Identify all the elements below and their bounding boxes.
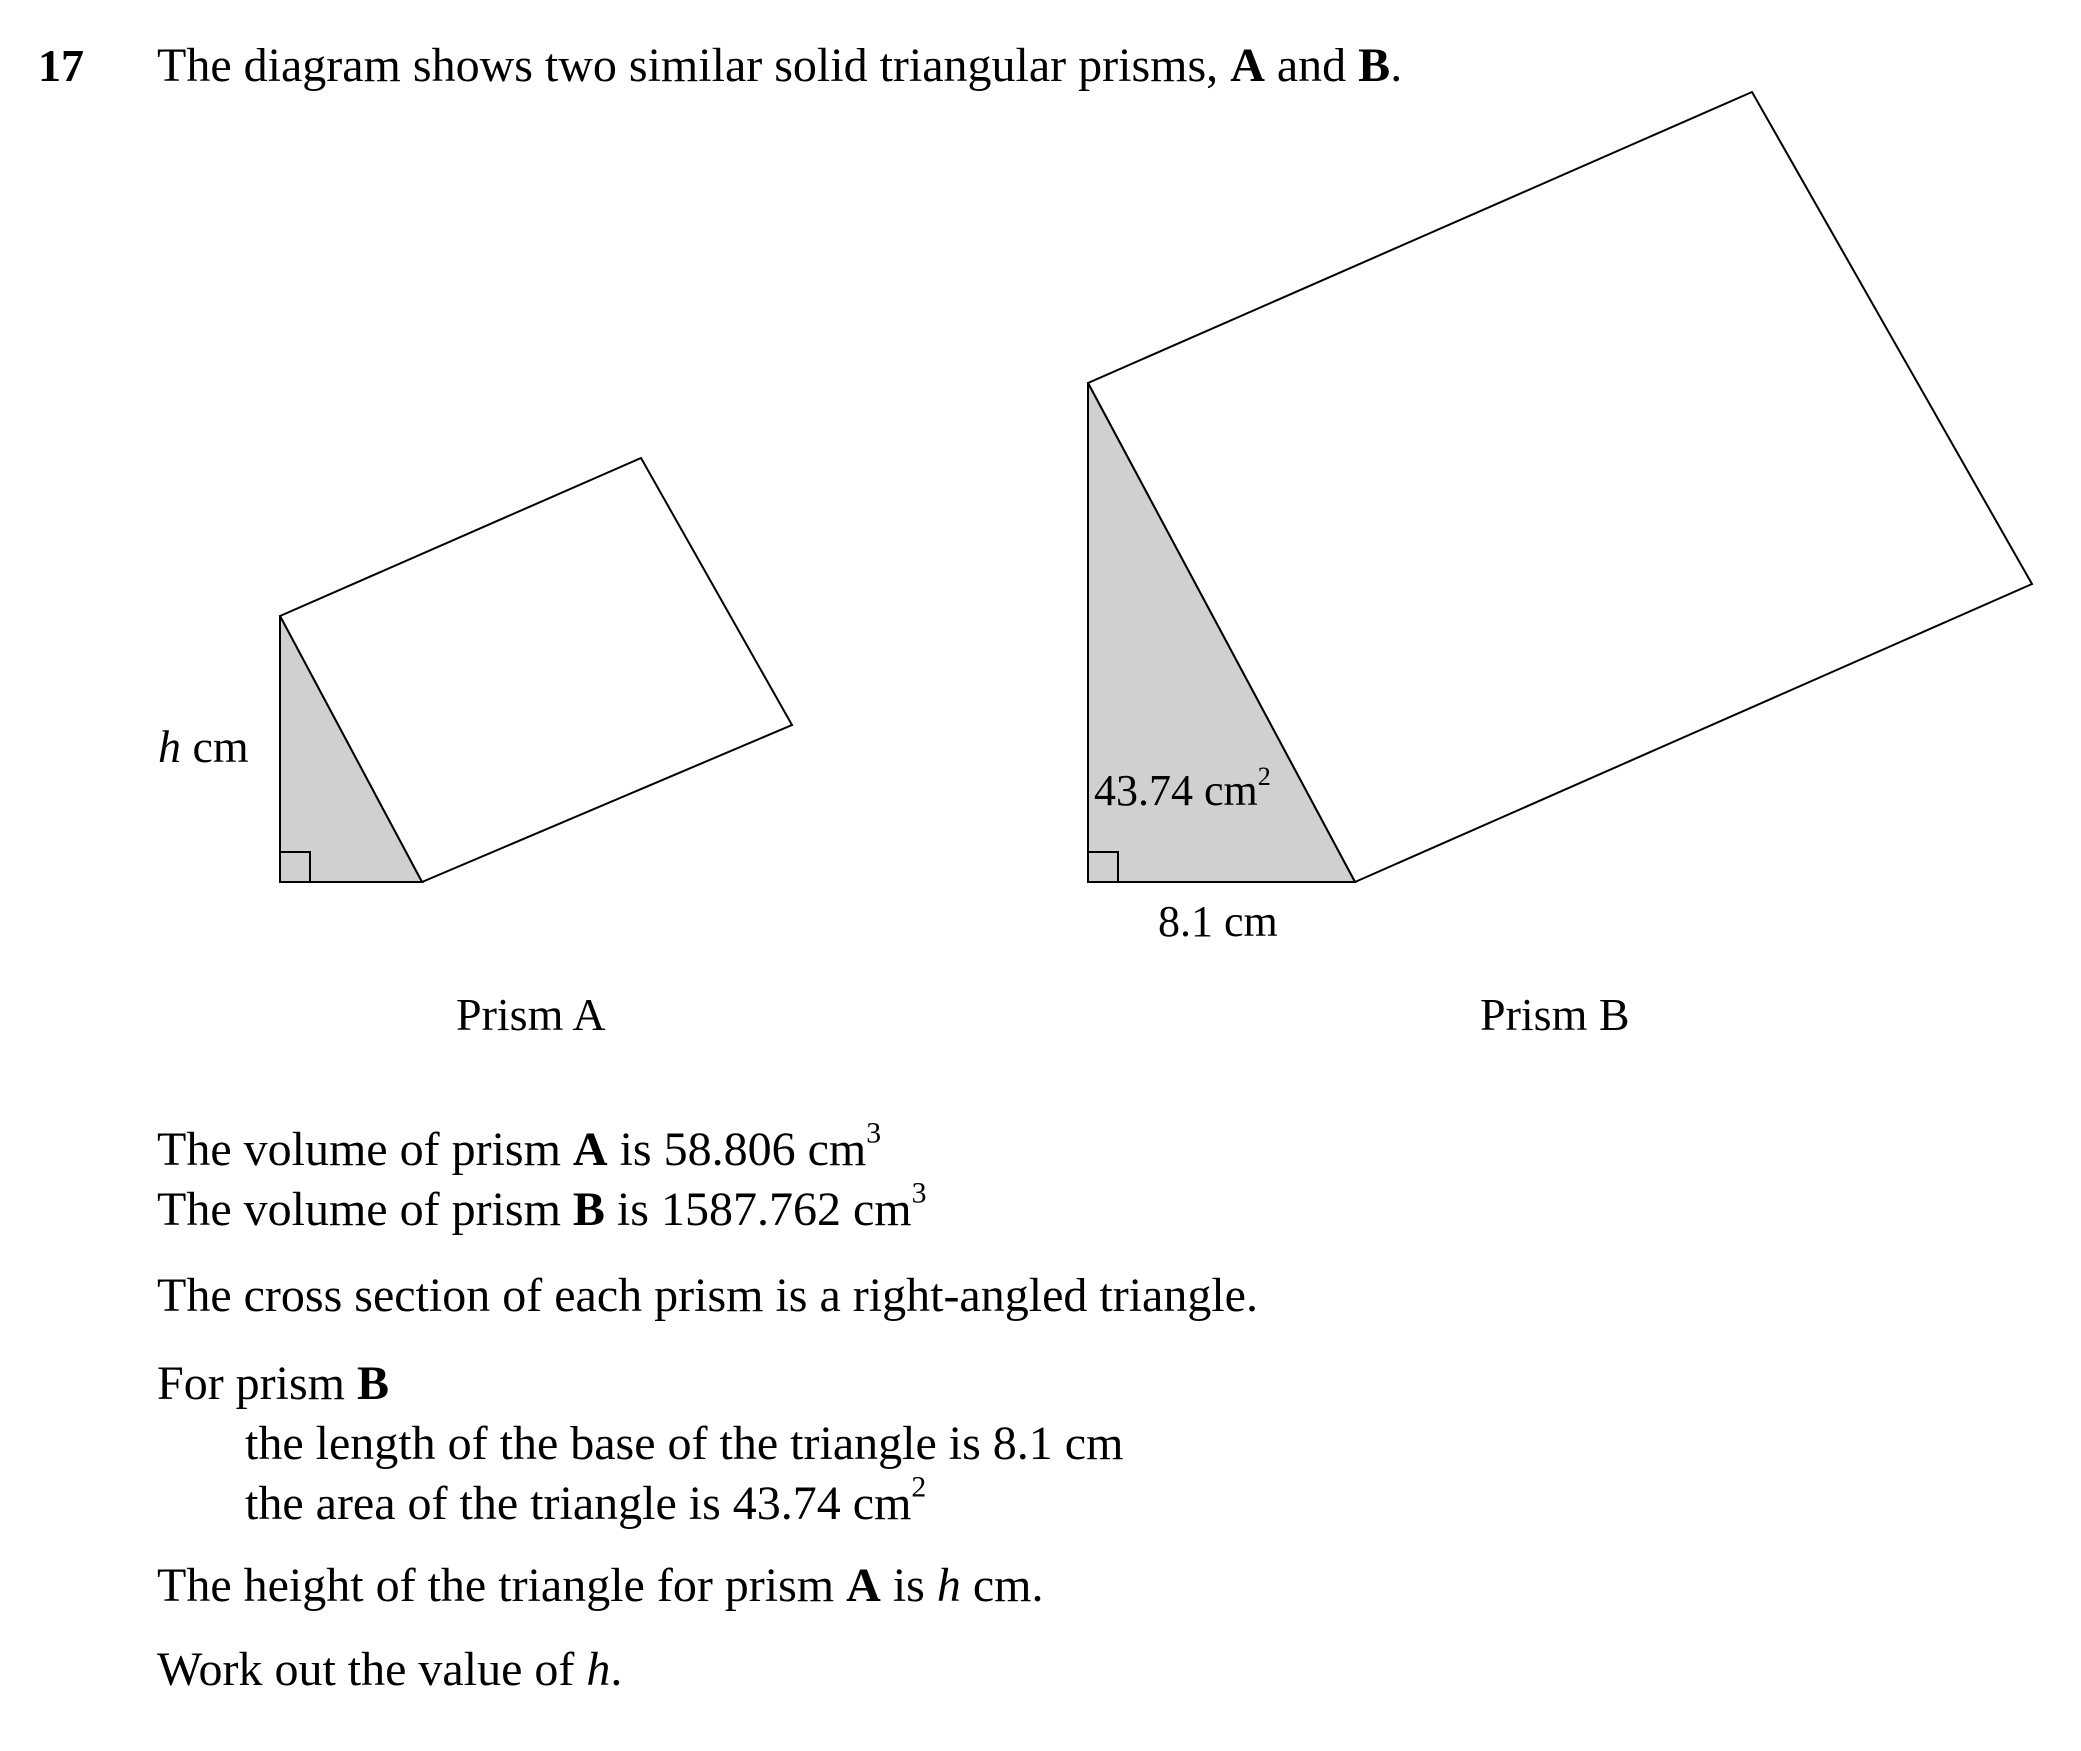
prism-b-area-line: [157, 1470, 1123, 1534]
prism-b-area-label: [1094, 762, 1271, 815]
prism-b-info: [157, 1354, 1123, 1534]
volume-a-value: is 58.806 cm: [607, 1123, 867, 1176]
height-statement: [157, 1556, 1043, 1616]
volume-a-power: 3: [866, 1116, 882, 1150]
stem-prism-b: B: [1358, 39, 1391, 92]
prism-b-base-line: the length of the base of the triangle is 8.1 cm: [245, 1417, 1124, 1470]
info-heading-prism: B: [357, 1357, 390, 1410]
height-mid: is: [880, 1559, 937, 1612]
instruction-var: h: [586, 1643, 611, 1696]
volume-a-prefix: The volume of prism: [157, 1123, 573, 1176]
volume-b-power: 3: [911, 1176, 927, 1210]
height-var: h: [158, 721, 181, 772]
height-prefix: The height of the triangle for prism: [157, 1559, 847, 1612]
volume-b-value: is 1587.762 cm: [604, 1183, 912, 1236]
prism-b-base-label: 8.1 cm: [1158, 897, 1278, 946]
prism-b-caption: Prism B: [1480, 989, 1630, 1040]
volume-b-line: [157, 1176, 927, 1240]
cross-section-statement: The cross section of each prism is a right-angled triangle.: [157, 1269, 1258, 1322]
instruction: [157, 1640, 622, 1700]
height-var-text: h: [936, 1559, 961, 1612]
volume-b-prism: B: [572, 1183, 605, 1236]
stem-text: The diagram shows two similar solid triangular prisms,: [157, 39, 1231, 92]
area-power: 2: [1257, 762, 1271, 791]
prism-a-height-label: [158, 721, 249, 772]
height-suffix: cm.: [960, 1559, 1044, 1612]
stem-end: .: [1390, 39, 1403, 92]
area-line-power: 2: [911, 1470, 927, 1504]
stem-prism-a: A: [1230, 39, 1265, 92]
height-prism: A: [846, 1559, 881, 1612]
volume-b-prefix: The volume of prism: [157, 1183, 573, 1236]
prism-b-info-heading: [157, 1354, 1123, 1414]
volumes: [157, 1116, 927, 1240]
prism-a-caption: Prism A: [456, 989, 606, 1040]
prism-b: [1088, 92, 2032, 1040]
info-heading-text: For prism: [157, 1357, 358, 1410]
area-value: 43.74 cm: [1094, 766, 1258, 815]
area-line-text: the area of the triangle is 43.74 cm: [245, 1477, 912, 1530]
volume-a-line: [157, 1116, 926, 1180]
stem-and: and: [1264, 39, 1359, 92]
instruction-suffix: .: [610, 1643, 623, 1696]
prism-a: [158, 458, 792, 1040]
question-number: 17: [38, 40, 84, 91]
volume-a-prism: A: [572, 1123, 608, 1176]
height-unit: cm: [181, 721, 249, 772]
instruction-prefix: Work out the value of: [157, 1643, 587, 1696]
